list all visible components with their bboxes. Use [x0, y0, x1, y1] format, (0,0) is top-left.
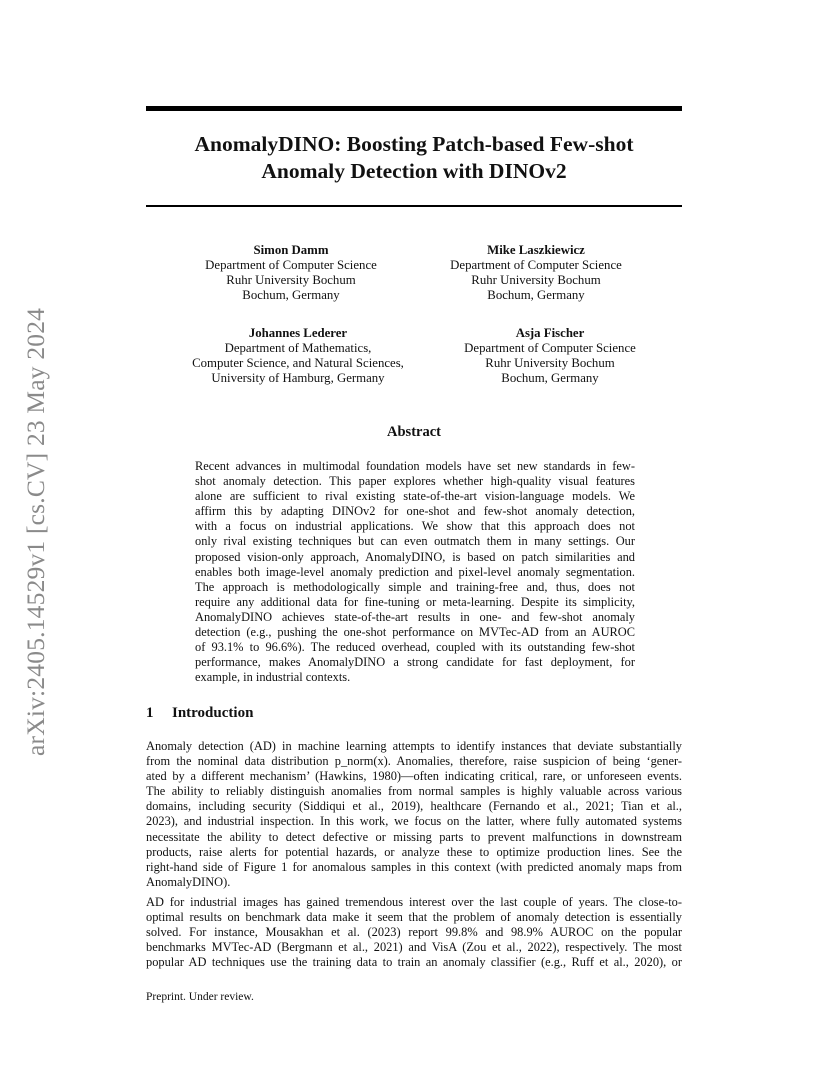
abstract-line: with a focus on industrial applications. We show that this approach does not [195, 519, 635, 534]
author-affiliation: Ruhr University Bochum [471, 273, 601, 287]
paragraph-line: right-hand side of Figure 1 for anomalous samples in this context (with predicted anomaly maps from [146, 859, 682, 874]
intro-paragraph [146, 895, 682, 970]
abstract-line: example, in industrial contexts. [195, 670, 351, 685]
title-line: AnomalyDINO: Boosting Patch-based Few-shot [194, 132, 634, 156]
author-affiliation: Ruhr University Bochum [226, 273, 356, 287]
abstract-line: affirm this by adapting DINOv2 for one-shot and few-shot anomaly detection, [195, 504, 635, 519]
paragraph-line: AD for industrial images has gained tremendous interest over the last couple of years. The close-to- [146, 895, 682, 909]
paragraph-line: popular AD techniques use the training data to train an anomaly classifier (e.g., Ruff et al., 2020), or [146, 955, 682, 970]
author-block [406, 243, 666, 303]
author-affiliation: Department of Mathematics, [224, 341, 372, 355]
abstract-line: proposed vision-only approach, AnomalyDINO, is based on patch similarities and [195, 549, 635, 564]
abstract-line: The approach is methodologically simple and training-free and, thus, does not [195, 579, 635, 594]
paragraph-line: products, raise alerts for potential hazards, or analyze these to optimize production lines. See the [146, 844, 682, 859]
abstract-line: only rival existing techniques but can even outmatch them in many settings. Our [195, 534, 635, 549]
abstract-line: of 93.1% to 96.6%). The reduced overhead, coupled with its outstanding few-shot [195, 640, 635, 655]
paper-title [146, 131, 682, 185]
abstract-heading: Abstract [387, 424, 441, 440]
author-name: Johannes Lederer [248, 326, 348, 340]
paragraph-line: domains, including security (Siddiqui et al., 2019), healthcare (Fernando et al., 2021; Tian et al., [146, 799, 682, 814]
arxiv-identifier: arXiv:2405.14529v1 [cs.CV] 23 May 2024 [21, 307, 50, 756]
author-name: Asja Fischer [515, 326, 585, 340]
abstract-line: Recent advances in multimodal foundation models have set new standards in few- [195, 459, 635, 473]
author-affiliation: Ruhr University Bochum [485, 356, 615, 370]
intro-paragraph [146, 739, 682, 890]
paragraph-line: optimal results on benchmark data make it seem that the problem of anomaly detection is essentially [146, 910, 682, 925]
author-block [161, 243, 421, 303]
abstract-body [195, 459, 635, 685]
author-affiliation: Department of Computer Science [464, 341, 636, 355]
author-block [420, 326, 680, 386]
paragraph-line: ated by a different mechanism’ (Hawkins, 1980)—often indicating critical, rare, or unforeseen events. [146, 769, 682, 784]
paragraph-line: from the nominal data distribution p_norm(x). Anomalies, therefore, raise suspicion of being ‘gener- [146, 754, 682, 769]
paragraph-line: The ability to reliably distinguish anomalies from normal samples is highly valuable across various [146, 784, 682, 799]
title-line: Anomaly Detection with DINOv2 [261, 159, 567, 183]
author-affiliation: Bochum, Germany [242, 288, 340, 302]
abstract-line: require any additional data for fine-tuning or meta-learning. Despite its simplicity, [195, 594, 635, 609]
section-heading-introduction [146, 705, 253, 722]
title-bottom-rule [146, 205, 682, 207]
paragraph-line: benchmarks MVTec-AD (Bergmann et al., 2021) and VisA (Zou et al., 2022), respectively. The most [146, 940, 682, 955]
paragraph-line: 2023), and industrial inspection. In this work, we focus on the latter, where fully automated systems [146, 814, 682, 829]
abstract-line: performance, makes AnomalyDINO a strong candidate for fast deployment, for [195, 655, 635, 670]
author-affiliation: Computer Science, and Natural Sciences, [192, 356, 404, 370]
paragraph-line: Anomaly detection (AD) in machine learning attempts to identify instances that deviate substantially [146, 739, 682, 753]
abstract-line: alone are sufficient to rival existing state-of-the-art vision-language models. We [195, 489, 635, 504]
abstract-line: detection (e.g., pushing the one-shot performance on MVTec-AD from an AUROC [195, 625, 635, 640]
title-top-rule [146, 106, 682, 111]
section-title: Introduction [172, 705, 254, 721]
author-affiliation: Bochum, Germany [487, 288, 585, 302]
abstract-line: AnomalyDINO achieves state-of-the-art results in one- and few-shot anomaly [195, 609, 635, 624]
paragraph-line: necessitate the ability to detect defective or missing parts to prevent malfunctions in downstream [146, 829, 682, 844]
abstract-line: shot anomaly detection. This paper explores whether high-quality visual features [195, 474, 635, 489]
footer-note: Preprint. Under review. [146, 991, 254, 1003]
paragraph-line: AnomalyDINO). [146, 874, 231, 889]
section-number: 1 [146, 705, 154, 721]
paragraph-line: solved. For instance, Mousakhan et al. (2023) report 99.8% and 98.9% AUROC on the popular [146, 925, 682, 940]
author-name: Mike Laszkiewicz [487, 243, 585, 257]
author-affiliation: Department of Computer Science [450, 258, 622, 272]
author-affiliation: University of Hamburg, Germany [211, 371, 385, 385]
author-affiliation: Bochum, Germany [501, 371, 599, 385]
author-block [168, 326, 428, 386]
abstract-line: enables both image-level anomaly prediction and pixel-level anomaly segmentation. [195, 564, 635, 579]
author-name: Simon Damm [253, 243, 329, 257]
author-affiliation: Department of Computer Science [205, 258, 377, 272]
